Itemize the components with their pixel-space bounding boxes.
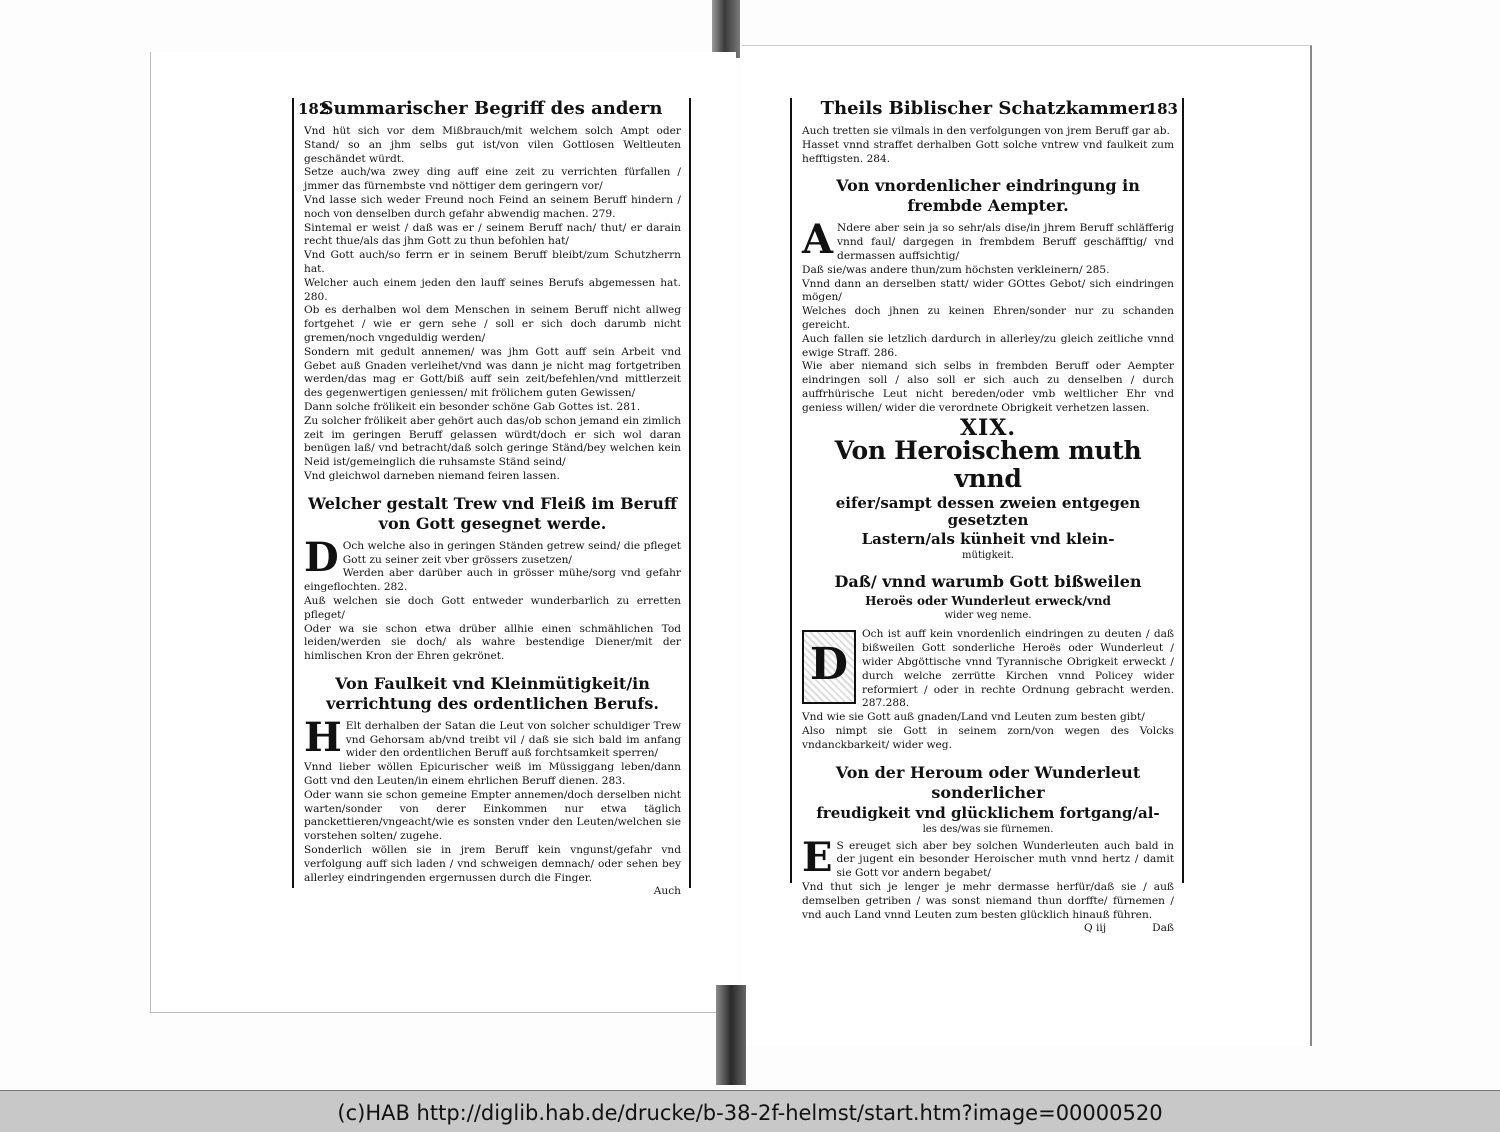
- section-heading-line: freudigkeit vnd glücklichem fortgang/al-: [816, 803, 1160, 822]
- left-paragraph: Sondern mit gedult annemen/ was jhm Gott auff sein Arbeit vnd Gebet auß Gnaden verleihet/vnd was dann je nicht mag fortgetriben werden/das mag er Gott/biß auff sein zeit/befehlen/vnd mittlerzeit des gegenwertigen geniessen/ mit frölichem guten Gewissen/: [304, 345, 681, 400]
- right-paragraph: Och ist auff kein vnordenlich eindringen zu deuten / daß bißweilen Gott sonderliche Heroës oder Wunderleut / wider Abgöttische vnnd Tyrannische Obrigkeit erweckt / durch welche zerrütte Kirchen vnnd Policey wider reformiert / oder in rechte Ordnung gebracht werden. 287.288.: [862, 628, 1174, 710]
- left-page-header: [294, 98, 689, 119]
- right-paragraph: Also nimpt sie Gott in seinem zorn/von wegen des Volcks vndanckbarkeit/ wider weg.: [802, 724, 1174, 751]
- section-heading-line: wider weg neme.: [944, 610, 1032, 622]
- book-gutter-bottom: [716, 985, 746, 1085]
- catchword: Auch: [653, 885, 681, 898]
- right-paragraph: Auch tretten sie vilmals in den verfolgungen von jrem Beruff gar ab.: [802, 125, 1170, 137]
- right-paragraph: Welches doch jhnen zu keinen Ehren/sonder nur zu schanden gereicht.: [802, 305, 1174, 331]
- chapter-subtitle: mütigkeit.: [962, 550, 1014, 562]
- left-paragraph: Sintemal er weist / daß was er / seinem Beruff nach/ thut/ er darain recht thue/als das jhm Gott zu thun befohlen hat/: [304, 221, 681, 248]
- right-paragraph: Daß sie/was andere thun/zum höchsten verkleinern/ 285.: [802, 263, 1110, 276]
- credit-text: (c)HAB http://diglib.hab.de/drucke/b-38-2f-helmst/start.htm?image=00000520: [337, 1101, 1163, 1125]
- left-paragraph: Vnd lasse sich weder Freund noch Feind an seinem Beruff hindern / noch von denselben durch gefahr abwendig machen. 279.: [304, 193, 681, 220]
- left-paragraph: Sonderlich wöllen sie in jrem Beruff kein vngunst/gefahr vnd verfolgung auff sich laden / vnd schweigen demnach/ oder sehen bey allerley eindringenden ergernussen durch die Finger.: [304, 844, 681, 884]
- left-paragraph: Zu solcher frölikeit aber gehört auch das/ob schon jemand ein zimlich zeit im geringen Beruff gelassen würdt/doch er sich wol daran benügen laß/ vnd betracht/daß solch geringe Ständ/bey welchen kein Neid ist/gemeinglich die ruhsamste Ständ seind/: [304, 414, 681, 469]
- section-heading: Daß/ vnnd warumb Gott bißweilen: [834, 572, 1142, 592]
- initial-paragraph: [802, 833, 1174, 881]
- chapter-subtitle: Lastern/als künheit vnd klein-: [861, 530, 1115, 549]
- chapter-subtitle: eifer/sampt dessen zweien entgegen gesetzten: [835, 494, 1141, 530]
- left-paragraph: Vnd hüt sich vor dem Mißbrauch/mit welchem solch Ampt oder Stand/ so an jhm selbs gut ist/von vilen Gottlosen Weltleuten geschändet würdt.: [304, 125, 681, 165]
- right-paragraph: Auch fallen sie letzlich dardurch in allerley/zu gleich zeitliche vnnd ewige Straff. 286.: [802, 332, 1174, 359]
- section-heading: Von Faulkeit vnd Kleinmütigkeit/in verrichtung des ordentlichen Berufs.: [326, 673, 659, 713]
- right-running-title: Theils Biblischer Schatzkammer.: [820, 98, 1154, 119]
- left-page-body: [304, 125, 681, 899]
- right-paragraph: S ereuget sich aber bey solchen Wunderleuten auch bald in der jugent ein besonder Heroischer muth vnnd hertz / damit sie Gott vor andern begabet/: [836, 839, 1174, 880]
- left-paragraph: Werden aber darüber auch in grösser mühe/sorg vnd gefahr eingeflochten. 282.: [304, 567, 681, 594]
- drop-cap: H: [304, 713, 342, 761]
- left-paragraph: Och welche also in geringen Ständen getrew seind/ die pfleget Gott zu seiner zeit vber grössers zusetzen/: [342, 539, 681, 566]
- section-heading-line: les des/was sie fürnemen.: [922, 823, 1054, 835]
- drop-cap: D: [304, 533, 339, 581]
- right-page-body: [802, 125, 1174, 936]
- left-paragraph: Elt derhalben der Satan die Leut von solcher schuldiger Trew vnd Gehorsam ab/vnd treibt vil / daß sie sich bald im anfang wider den ordentlichen Beruff auß forchtsamkeit sperren/: [345, 719, 681, 760]
- drop-cap: E: [802, 833, 833, 881]
- left-paragraph: Ob es derhalben wol dem Menschen in seinem Beruff nicht allweg fortgehet / wie er gern sehe / soll er sich doch darumb nicht gremen/noch vngeduldig werden/: [304, 304, 681, 344]
- signature-mark: Q iij: [1083, 922, 1107, 935]
- section-heading: Von vnordenlicher eindringung in frembde Aempter.: [836, 176, 1140, 216]
- ornate-initial: D: [802, 630, 856, 704]
- credit-bar: [0, 1090, 1500, 1132]
- page-signature-line: [802, 922, 1174, 936]
- chapter-number: XIX.: [959, 414, 1017, 441]
- left-page: [292, 98, 691, 898]
- initial-paragraph: [802, 628, 1174, 711]
- chapter-title: Von Heroischem muth vnnd: [834, 436, 1142, 494]
- left-paragraph: Oder wann sie schon gemeine Empter annemen/doch derselben nicht warten/sonder von derer Einkommen nur etwa täglich panckettieren/vngeacht/wie es sonsten vnder den Leuten/welchen sie vorstehen solten/ zugehe.: [304, 788, 681, 843]
- left-paragraph: Vnnd lieber wöllen Epicurischer weiß im Müssiggang leben/dann Gott vnd den Leuten/in einem ehrlichen Beruff dienen. 283.: [304, 761, 681, 788]
- left-paragraph: Oder wa sie schon etwa drüber allhie einen schmählichen Tod leiden/werden sie doch/ als wahre bestendige Diener/mit der himlischen Kron der Ehren gekrönet.: [304, 622, 681, 663]
- catchword: Daß: [1152, 922, 1174, 935]
- right-paragraph: Ndere aber sein ja so sehr/als dise/in jhrem Beruff schläfferig vnnd faul/ dargegen in frembdem Beruff geschäfftig/ vnd dermassen auffsichtig/: [837, 222, 1174, 262]
- left-paragraph: Setze auch/wa zwey ding auff eine zeit zu verrichten fürfallen / jmmer das fürnembste vnd nöttiger dem geringern vor/: [304, 166, 681, 193]
- left-paragraph: Dann solche frölikeit ein besonder schöne Gab Gottes ist. 281.: [304, 400, 641, 413]
- left-paragraph: Auß welchen sie doch Gott entweder wunderbarlich zu erretten pfleget/: [304, 594, 681, 621]
- initial-paragraph: [802, 216, 1174, 264]
- drop-cap: A: [802, 216, 834, 264]
- right-page-number: 183: [1146, 100, 1178, 118]
- right-paragraph: Hasset vnnd straffet derhalben Gott solche vntrew vnd faulkeit zum hefftigsten. 284.: [802, 138, 1174, 165]
- section-heading: Von der Heroum oder Wunderleut sonderlicher: [835, 762, 1141, 802]
- initial-paragraph: [304, 713, 681, 761]
- left-paragraph: Vnd gleichwol darneben niemand feiren lassen.: [304, 469, 560, 482]
- left-paragraph: Vnd Gott auch/so ferrn er in seinem Beruff bleibt/zum Schutzherrn hat.: [304, 249, 681, 275]
- left-paragraph: Welcher auch einem jeden den lauff seines Berufs abgemessen hat. 280.: [304, 276, 681, 303]
- left-page-number: 182: [298, 100, 330, 118]
- left-running-title: Summarischer Begriff des andern: [320, 98, 663, 119]
- right-page-header: [792, 98, 1182, 119]
- right-paragraph: Wie aber niemand sich selbs in frembden Beruff oder Aempter eindringen soll / also soll er sich auch zu denselben / durch auffrhürische Leut nicht bereden/oder vmb weltlicher Ehr vnd geniess willen/ wider die verordnete Obrigkeit verhetzen lassen.: [802, 360, 1174, 414]
- right-paragraph: Vnnd dann an derselben statt/ wider GOttes Gebot/ sich eindringen mögen/: [802, 277, 1174, 304]
- right-page: [790, 98, 1184, 935]
- section-heading-line: Heroës oder Wunderleut erweck/vnd: [865, 594, 1111, 609]
- section-heading: Welcher gestalt Trew vnd Fleiß im Beruff von Gott gesegnet werde.: [308, 493, 677, 533]
- right-paragraph: Vnd thut sich je lenger je mehr dermasse herfür/daß sie / auß demselben getriben / was sonst niemand thun dorffte/ fürnemen / vnd auch Land vnnd Leuten zum besten glücklich hinauß führen.: [802, 880, 1174, 921]
- book-gutter-top: [712, 0, 740, 58]
- right-paragraph: Vnd wie sie Gott auß gnaden/Land vnd Leuten zum besten gibt/: [802, 711, 1145, 724]
